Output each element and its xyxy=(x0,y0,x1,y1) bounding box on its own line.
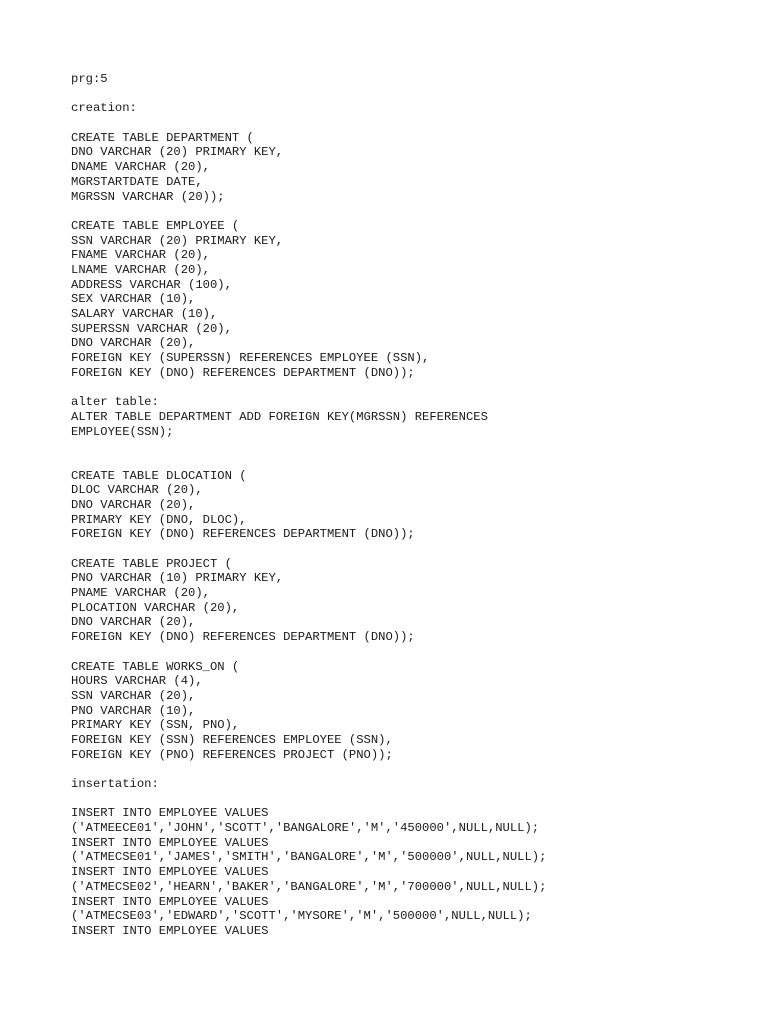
text-line: CREATE TABLE PROJECT ( xyxy=(71,556,232,571)
text-line: DNO VARCHAR (20), xyxy=(71,336,196,351)
text-line: FOREIGN KEY (SSN) REFERENCES EMPLOYEE (SSN), xyxy=(71,732,393,747)
blank-line xyxy=(71,439,751,454)
blank-line xyxy=(71,454,751,469)
text-line: ('ATMECSE02','HEARN','BAKER','BANGALORE','M','700000',NULL,NULL); xyxy=(71,879,547,894)
text-line: ('ATMECSE01','JAMES','SMITH','BANGALORE','M','500000',NULL,NULL); xyxy=(71,850,547,865)
text-line: DNAME VARCHAR (20), xyxy=(71,160,210,175)
text-line: DNO VARCHAR (20), xyxy=(71,615,196,630)
text-line: INSERT INTO EMPLOYEE VALUES xyxy=(71,865,269,880)
text-line: HOURS VARCHAR (4), xyxy=(71,674,203,689)
text-line: DNO VARCHAR (20), xyxy=(71,497,196,512)
blank-line xyxy=(71,116,751,131)
blank-line xyxy=(71,87,751,102)
text-line: INSERT INTO EMPLOYEE VALUES xyxy=(71,894,269,909)
text-line: ('ATMECSE03','EDWARD','SCOTT','MYSORE','M','500000',NULL,NULL); xyxy=(71,909,532,924)
text-line: SSN VARCHAR (20) PRIMARY KEY, xyxy=(71,233,284,248)
text-line: alter table: xyxy=(71,395,159,410)
text-line: PNAME VARCHAR (20), xyxy=(71,586,210,601)
text-line: SEX VARCHAR (10), xyxy=(71,292,196,307)
text-line: INSERT INTO EMPLOYEE VALUES xyxy=(71,835,269,850)
text-line: MGRSTARTDATE DATE, xyxy=(71,174,203,189)
text-line: MGRSSN VARCHAR (20)); xyxy=(71,189,225,204)
text-line: insertation: xyxy=(71,777,159,791)
text-line: PNO VARCHAR (10), xyxy=(71,703,196,718)
text-line: prg:5 xyxy=(71,72,108,86)
text-line: FOREIGN KEY (PNO) REFERENCES PROJECT (PNO)); xyxy=(71,747,393,762)
text-line: PRIMARY KEY (SSN, PNO), xyxy=(71,718,240,733)
text-line: PNO VARCHAR (10) PRIMARY KEY, xyxy=(71,571,284,586)
text-line: ('ATMEECE01','JOHN','SCOTT','BANGALORE','M','450000',NULL,NULL); xyxy=(71,821,540,836)
text-line: creation: xyxy=(71,101,137,116)
text-line: PRIMARY KEY (DNO, DLOC), xyxy=(71,512,247,527)
text-line: PLOCATION VARCHAR (20), xyxy=(71,600,240,615)
text-line: DNO VARCHAR (20) PRIMARY KEY, xyxy=(71,145,284,160)
text-line: CREATE TABLE EMPLOYEE ( xyxy=(71,218,240,233)
text-line: CREATE TABLE DEPARTMENT ( xyxy=(71,130,254,145)
text-line: CREATE TABLE WORKS_ON ( xyxy=(71,659,240,674)
text-line: DLOC VARCHAR (20), xyxy=(71,483,203,498)
text-line: INSERT INTO EMPLOYEE VALUES xyxy=(71,923,269,938)
text-line: SUPERSSN VARCHAR (20), xyxy=(71,321,232,336)
blank-line xyxy=(71,792,751,807)
blank-line xyxy=(71,204,751,219)
text-line: LNAME VARCHAR (20), xyxy=(71,262,210,277)
text-line: CREATE TABLE DLOCATION ( xyxy=(71,468,247,483)
text-line: FNAME VARCHAR (20), xyxy=(71,248,210,263)
blank-line xyxy=(71,645,751,660)
text-line: ALTER TABLE DEPARTMENT ADD FOREIGN KEY(MGRSSN) REFERENCES xyxy=(71,409,488,424)
text-line: FOREIGN KEY (SUPERSSN) REFERENCES EMPLOYEE (SSN), xyxy=(71,351,430,366)
blank-line xyxy=(71,380,751,395)
blank-line xyxy=(71,542,751,557)
blank-line xyxy=(71,762,751,777)
text-line: FOREIGN KEY (DNO) REFERENCES DEPARTMENT (DNO)); xyxy=(71,527,415,542)
document-text xyxy=(71,72,751,939)
text-line: SALARY VARCHAR (10), xyxy=(71,307,218,321)
text-line: SSN VARCHAR (20), xyxy=(71,688,196,703)
text-line: INSERT INTO EMPLOYEE VALUES xyxy=(71,806,269,821)
text-line: FOREIGN KEY (DNO) REFERENCES DEPARTMENT (DNO)); xyxy=(71,365,415,380)
text-line: FOREIGN KEY (DNO) REFERENCES DEPARTMENT (DNO)); xyxy=(71,630,415,645)
text-line: EMPLOYEE(SSN); xyxy=(71,424,174,439)
text-line: ADDRESS VARCHAR (100), xyxy=(71,277,232,292)
